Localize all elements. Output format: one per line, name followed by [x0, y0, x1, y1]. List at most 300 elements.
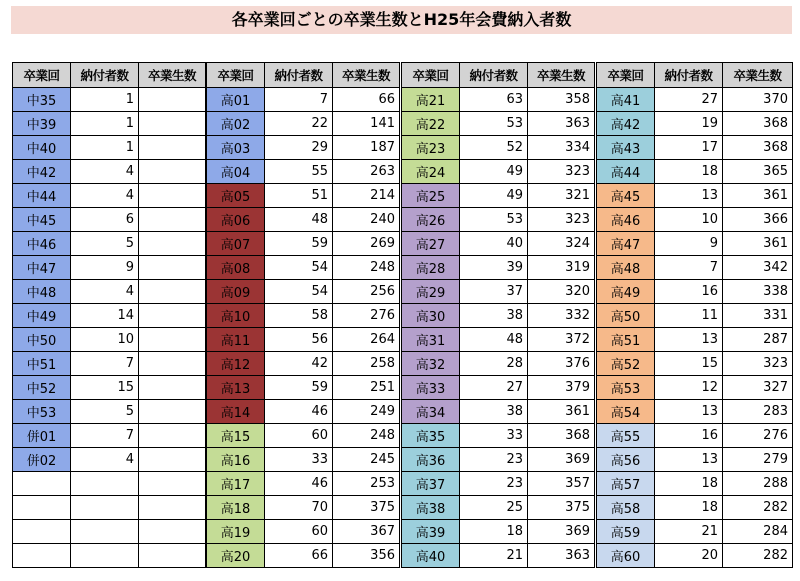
graduate-count-cell: 375: [528, 496, 595, 520]
table-row: [13, 232, 206, 256]
graduate-count-cell: [139, 352, 206, 376]
class-code-cell: 高18: [207, 496, 265, 520]
class-code-cell: 高50: [597, 304, 655, 328]
paid-count-cell: 59: [265, 232, 333, 256]
table-row: [207, 112, 400, 136]
class-code-cell: 高06: [207, 208, 265, 232]
paid-count-cell: 53: [460, 208, 528, 232]
paid-count-cell: 46: [265, 400, 333, 424]
class-code-cell: 中51: [13, 352, 71, 376]
column-header-paid: 納付者数: [265, 63, 333, 88]
class-code-cell: 高05: [207, 184, 265, 208]
table-row: [13, 304, 206, 328]
paid-count-cell: 20: [655, 544, 723, 568]
class-code-cell: 高42: [597, 112, 655, 136]
class-code-cell: 中40: [13, 136, 71, 160]
graduate-count-cell: 276: [723, 424, 793, 448]
header-row: [207, 63, 400, 88]
column-header-grads: 卒業生数: [528, 63, 595, 88]
graduate-count-cell: [139, 160, 206, 184]
data-table-group-2: [206, 62, 400, 568]
table-row: [207, 400, 400, 424]
graduate-count-cell: 369: [528, 448, 595, 472]
graduate-count-cell: 249: [333, 400, 400, 424]
class-code-cell: 中53: [13, 400, 71, 424]
table-row: [13, 400, 206, 424]
table-row: [402, 544, 595, 568]
paid-count-cell: 25: [460, 496, 528, 520]
graduate-count-cell: 361: [528, 400, 595, 424]
paid-count-cell: 9: [655, 232, 723, 256]
table-row: [207, 280, 400, 304]
graduate-count-cell: 368: [723, 136, 793, 160]
data-table-group-4: [596, 62, 793, 568]
paid-count-cell: 18: [655, 472, 723, 496]
graduate-count-cell: 376: [528, 352, 595, 376]
paid-count-cell: 37: [460, 280, 528, 304]
class-code-cell: [13, 544, 71, 568]
class-code-cell: 高09: [207, 280, 265, 304]
class-code-cell: 高01: [207, 88, 265, 112]
class-code-cell: 高38: [402, 496, 460, 520]
paid-count-cell: 33: [265, 448, 333, 472]
table-row: [207, 256, 400, 280]
graduate-count-cell: 369: [528, 520, 595, 544]
paid-count-cell: 16: [655, 280, 723, 304]
graduate-count-cell: 248: [333, 424, 400, 448]
graduate-count-cell: 263: [333, 160, 400, 184]
paid-count-cell: 33: [460, 424, 528, 448]
class-code-cell: 高27: [402, 232, 460, 256]
table-row: [207, 520, 400, 544]
class-code-cell: 高23: [402, 136, 460, 160]
column-header-paid: 納付者数: [71, 63, 139, 88]
class-code-cell: 高41: [597, 88, 655, 112]
class-code-cell: 中39: [13, 112, 71, 136]
paid-count-cell: 23: [460, 448, 528, 472]
data-table-group-1: [12, 62, 206, 568]
column-header-code: 卒業回: [13, 63, 71, 88]
graduate-count-cell: 323: [528, 208, 595, 232]
table-row: [597, 304, 793, 328]
class-code-cell: 高43: [597, 136, 655, 160]
table-row: [402, 304, 595, 328]
paid-count-cell: 1: [71, 136, 139, 160]
graduate-count-cell: 264: [333, 328, 400, 352]
graduate-count-cell: 251: [333, 376, 400, 400]
graduate-count-cell: [139, 280, 206, 304]
table-row: [597, 184, 793, 208]
paid-count-cell: 55: [265, 160, 333, 184]
class-code-cell: 高13: [207, 376, 265, 400]
table-row: [402, 136, 595, 160]
graduate-count-cell: [139, 184, 206, 208]
paid-count-cell: 11: [655, 304, 723, 328]
graduate-count-cell: 357: [528, 472, 595, 496]
paid-count-cell: 23: [460, 472, 528, 496]
column-header-code: 卒業回: [597, 63, 655, 88]
graduate-count-cell: [139, 112, 206, 136]
paid-count-cell: 49: [460, 160, 528, 184]
column-header-code: 卒業回: [207, 63, 265, 88]
graduate-count-cell: 282: [723, 496, 793, 520]
graduate-count-cell: 363: [528, 544, 595, 568]
paid-count-cell: 1: [71, 88, 139, 112]
class-code-cell: 高36: [402, 448, 460, 472]
table-row: [597, 520, 793, 544]
graduate-count-cell: 321: [528, 184, 595, 208]
graduate-count-cell: 258: [333, 352, 400, 376]
table-row: [207, 424, 400, 448]
table-row: [207, 136, 400, 160]
graduate-count-cell: [139, 544, 206, 568]
graduate-count-cell: 187: [333, 136, 400, 160]
graduate-count-cell: 141: [333, 112, 400, 136]
class-code-cell: 中52: [13, 376, 71, 400]
class-code-cell: 高35: [402, 424, 460, 448]
column-header-code: 卒業回: [402, 63, 460, 88]
column-header-paid: 納付者数: [460, 63, 528, 88]
graduate-count-cell: 279: [723, 448, 793, 472]
graduate-count-cell: 248: [333, 256, 400, 280]
graduate-count-cell: 356: [333, 544, 400, 568]
table-row: [597, 112, 793, 136]
table-row: [597, 208, 793, 232]
class-code-cell: 高07: [207, 232, 265, 256]
class-code-cell: 中42: [13, 160, 71, 184]
paid-count-cell: 38: [460, 304, 528, 328]
class-code-cell: 高47: [597, 232, 655, 256]
graduate-count-cell: 256: [333, 280, 400, 304]
graduate-count-cell: [139, 136, 206, 160]
class-code-cell: 高17: [207, 472, 265, 496]
graduate-count-cell: 269: [333, 232, 400, 256]
class-code-cell: 高08: [207, 256, 265, 280]
class-code-cell: 中49: [13, 304, 71, 328]
class-code-cell: 高19: [207, 520, 265, 544]
paid-count-cell: 18: [655, 496, 723, 520]
paid-count-cell: 48: [265, 208, 333, 232]
table-row: [402, 112, 595, 136]
paid-count-cell: 54: [265, 280, 333, 304]
graduate-count-cell: 66: [333, 88, 400, 112]
paid-count-cell: 27: [655, 88, 723, 112]
paid-count-cell: 15: [655, 352, 723, 376]
paid-count-cell: 5: [71, 232, 139, 256]
graduate-count-cell: 365: [723, 160, 793, 184]
paid-count-cell: 53: [460, 112, 528, 136]
paid-count-cell: 28: [460, 352, 528, 376]
graduate-count-cell: 358: [528, 88, 595, 112]
graduate-count-cell: [139, 304, 206, 328]
paid-count-cell: 6: [71, 208, 139, 232]
table-row: [597, 400, 793, 424]
graduate-count-cell: 334: [528, 136, 595, 160]
table-row: [402, 328, 595, 352]
table-row: [207, 376, 400, 400]
graduate-count-cell: [139, 496, 206, 520]
graduate-count-cell: 331: [723, 304, 793, 328]
table-row: [402, 232, 595, 256]
graduate-count-cell: 375: [333, 496, 400, 520]
table-row: [597, 160, 793, 184]
table-row: [597, 472, 793, 496]
paid-count-cell: 46: [265, 472, 333, 496]
paid-count-cell: 14: [71, 304, 139, 328]
graduate-count-cell: 379: [528, 376, 595, 400]
table-row: [597, 544, 793, 568]
graduate-count-cell: 327: [723, 376, 793, 400]
paid-count-cell: 4: [71, 280, 139, 304]
graduate-count-cell: [139, 88, 206, 112]
table-row: [402, 424, 595, 448]
data-table-group-3: [401, 62, 595, 568]
paid-count-cell: 1: [71, 112, 139, 136]
table-row: [597, 496, 793, 520]
class-code-cell: 高40: [402, 544, 460, 568]
paid-count-cell: [71, 544, 139, 568]
graduate-count-cell: 240: [333, 208, 400, 232]
class-code-cell: 高34: [402, 400, 460, 424]
graduate-count-cell: 323: [723, 352, 793, 376]
table-row: [597, 232, 793, 256]
class-code-cell: 高04: [207, 160, 265, 184]
class-code-cell: 高45: [597, 184, 655, 208]
table-row: [13, 472, 206, 496]
paid-count-cell: [71, 472, 139, 496]
class-code-cell: 高51: [597, 328, 655, 352]
table-row: [13, 544, 206, 568]
table-row: [207, 448, 400, 472]
table-row: [402, 520, 595, 544]
graduate-count-cell: 332: [528, 304, 595, 328]
table-row: [207, 88, 400, 112]
paid-count-cell: 54: [265, 256, 333, 280]
paid-count-cell: 58: [265, 304, 333, 328]
paid-count-cell: 10: [655, 208, 723, 232]
graduate-count-cell: [139, 328, 206, 352]
paid-count-cell: 7: [655, 256, 723, 280]
paid-count-cell: 15: [71, 376, 139, 400]
graduate-count-cell: 253: [333, 472, 400, 496]
table-row: [13, 136, 206, 160]
paid-count-cell: 56: [265, 328, 333, 352]
graduate-count-cell: [139, 424, 206, 448]
table-row: [402, 448, 595, 472]
table-row: [207, 184, 400, 208]
table-row: [207, 304, 400, 328]
paid-count-cell: 9: [71, 256, 139, 280]
graduate-count-cell: 370: [723, 88, 793, 112]
class-code-cell: 高33: [402, 376, 460, 400]
paid-count-cell: 19: [655, 112, 723, 136]
paid-count-cell: 13: [655, 448, 723, 472]
graduate-count-cell: 287: [723, 328, 793, 352]
table-row: [207, 232, 400, 256]
class-code-cell: 高16: [207, 448, 265, 472]
class-code-cell: 高31: [402, 328, 460, 352]
column-header-grads: 卒業生数: [723, 63, 793, 88]
class-code-cell: 高30: [402, 304, 460, 328]
table-row: [13, 352, 206, 376]
paid-count-cell: 12: [655, 376, 723, 400]
paid-count-cell: 21: [460, 544, 528, 568]
class-code-cell: 中45: [13, 208, 71, 232]
paid-count-cell: 7: [265, 88, 333, 112]
table-row: [597, 256, 793, 280]
column-header-grads: 卒業生数: [333, 63, 400, 88]
paid-count-cell: 16: [655, 424, 723, 448]
paid-count-cell: 51: [265, 184, 333, 208]
table-row: [597, 448, 793, 472]
paid-count-cell: 59: [265, 376, 333, 400]
class-code-cell: 高03: [207, 136, 265, 160]
table-row: [13, 256, 206, 280]
table-row: [13, 112, 206, 136]
paid-count-cell: 66: [265, 544, 333, 568]
column-header-grads: 卒業生数: [139, 63, 206, 88]
paid-count-cell: 40: [460, 232, 528, 256]
class-code-cell: 高25: [402, 184, 460, 208]
table-row: [597, 376, 793, 400]
class-code-cell: 高28: [402, 256, 460, 280]
table-row: [13, 448, 206, 472]
table-row: [402, 208, 595, 232]
paid-count-cell: 5: [71, 400, 139, 424]
paid-count-cell: 29: [265, 136, 333, 160]
class-code-cell: 高48: [597, 256, 655, 280]
graduate-count-cell: [139, 520, 206, 544]
class-code-cell: 高49: [597, 280, 655, 304]
class-code-cell: 併02: [13, 448, 71, 472]
header-row: [597, 63, 793, 88]
table-row: [402, 184, 595, 208]
graduate-count-cell: 368: [528, 424, 595, 448]
class-code-cell: 高60: [597, 544, 655, 568]
paid-count-cell: 70: [265, 496, 333, 520]
table-row: [402, 496, 595, 520]
table-row: [207, 472, 400, 496]
table-row: [402, 256, 595, 280]
table-row: [402, 400, 595, 424]
paid-count-cell: 13: [655, 328, 723, 352]
table-row: [402, 88, 595, 112]
graduate-count-cell: [139, 448, 206, 472]
class-code-cell: [13, 472, 71, 496]
paid-count-cell: 22: [265, 112, 333, 136]
paid-count-cell: 42: [265, 352, 333, 376]
paid-count-cell: 18: [460, 520, 528, 544]
header-row: [13, 63, 206, 88]
paid-count-cell: 18: [655, 160, 723, 184]
class-code-cell: 中35: [13, 88, 71, 112]
graduate-count-cell: 319: [528, 256, 595, 280]
graduate-count-cell: 324: [528, 232, 595, 256]
table-row: [207, 328, 400, 352]
class-code-cell: [13, 496, 71, 520]
table-row: [207, 544, 400, 568]
table-row: [13, 520, 206, 544]
graduate-count-cell: 366: [723, 208, 793, 232]
table-row: [597, 88, 793, 112]
paid-count-cell: 4: [71, 160, 139, 184]
class-code-cell: 高11: [207, 328, 265, 352]
paid-count-cell: 60: [265, 520, 333, 544]
class-code-cell: 高59: [597, 520, 655, 544]
paid-count-cell: [71, 496, 139, 520]
table-row: [207, 496, 400, 520]
table-row: [207, 160, 400, 184]
class-code-cell: 高55: [597, 424, 655, 448]
class-code-cell: 高02: [207, 112, 265, 136]
graduate-count-cell: [139, 376, 206, 400]
class-code-cell: 併01: [13, 424, 71, 448]
class-code-cell: 高10: [207, 304, 265, 328]
graduate-count-cell: 372: [528, 328, 595, 352]
class-code-cell: 中50: [13, 328, 71, 352]
graduate-count-cell: 282: [723, 544, 793, 568]
class-code-cell: 高53: [597, 376, 655, 400]
paid-count-cell: 49: [460, 184, 528, 208]
paid-count-cell: 60: [265, 424, 333, 448]
paid-count-cell: 13: [655, 400, 723, 424]
class-code-cell: 高32: [402, 352, 460, 376]
graduate-count-cell: 363: [528, 112, 595, 136]
table-row: [13, 280, 206, 304]
table-row: [402, 280, 595, 304]
table-row: [13, 496, 206, 520]
graduate-count-cell: [139, 400, 206, 424]
table-row: [597, 136, 793, 160]
header-row: [402, 63, 595, 88]
class-code-cell: 高20: [207, 544, 265, 568]
class-code-cell: 高29: [402, 280, 460, 304]
class-code-cell: 中48: [13, 280, 71, 304]
table-row: [13, 208, 206, 232]
column-header-paid: 納付者数: [655, 63, 723, 88]
graduate-count-cell: 342: [723, 256, 793, 280]
class-code-cell: 高24: [402, 160, 460, 184]
paid-count-cell: 63: [460, 88, 528, 112]
table-row: [597, 424, 793, 448]
paid-count-cell: 39: [460, 256, 528, 280]
paid-count-cell: 7: [71, 352, 139, 376]
table-row: [402, 352, 595, 376]
table-row: [207, 352, 400, 376]
class-code-cell: 中47: [13, 256, 71, 280]
graduate-count-cell: 288: [723, 472, 793, 496]
table-row: [402, 160, 595, 184]
paid-count-cell: 13: [655, 184, 723, 208]
class-code-cell: 高44: [597, 160, 655, 184]
graduate-count-cell: 276: [333, 304, 400, 328]
paid-count-cell: [71, 520, 139, 544]
paid-count-cell: 17: [655, 136, 723, 160]
graduate-count-cell: [139, 232, 206, 256]
graduate-count-cell: [139, 472, 206, 496]
paid-count-cell: 52: [460, 136, 528, 160]
graduate-count-cell: 320: [528, 280, 595, 304]
graduate-count-cell: 284: [723, 520, 793, 544]
class-code-cell: 高26: [402, 208, 460, 232]
class-code-cell: 中46: [13, 232, 71, 256]
class-code-cell: 高56: [597, 448, 655, 472]
table-row: [13, 184, 206, 208]
table-row: [597, 328, 793, 352]
class-code-cell: 高15: [207, 424, 265, 448]
class-code-cell: 高37: [402, 472, 460, 496]
paid-count-cell: 10: [71, 328, 139, 352]
